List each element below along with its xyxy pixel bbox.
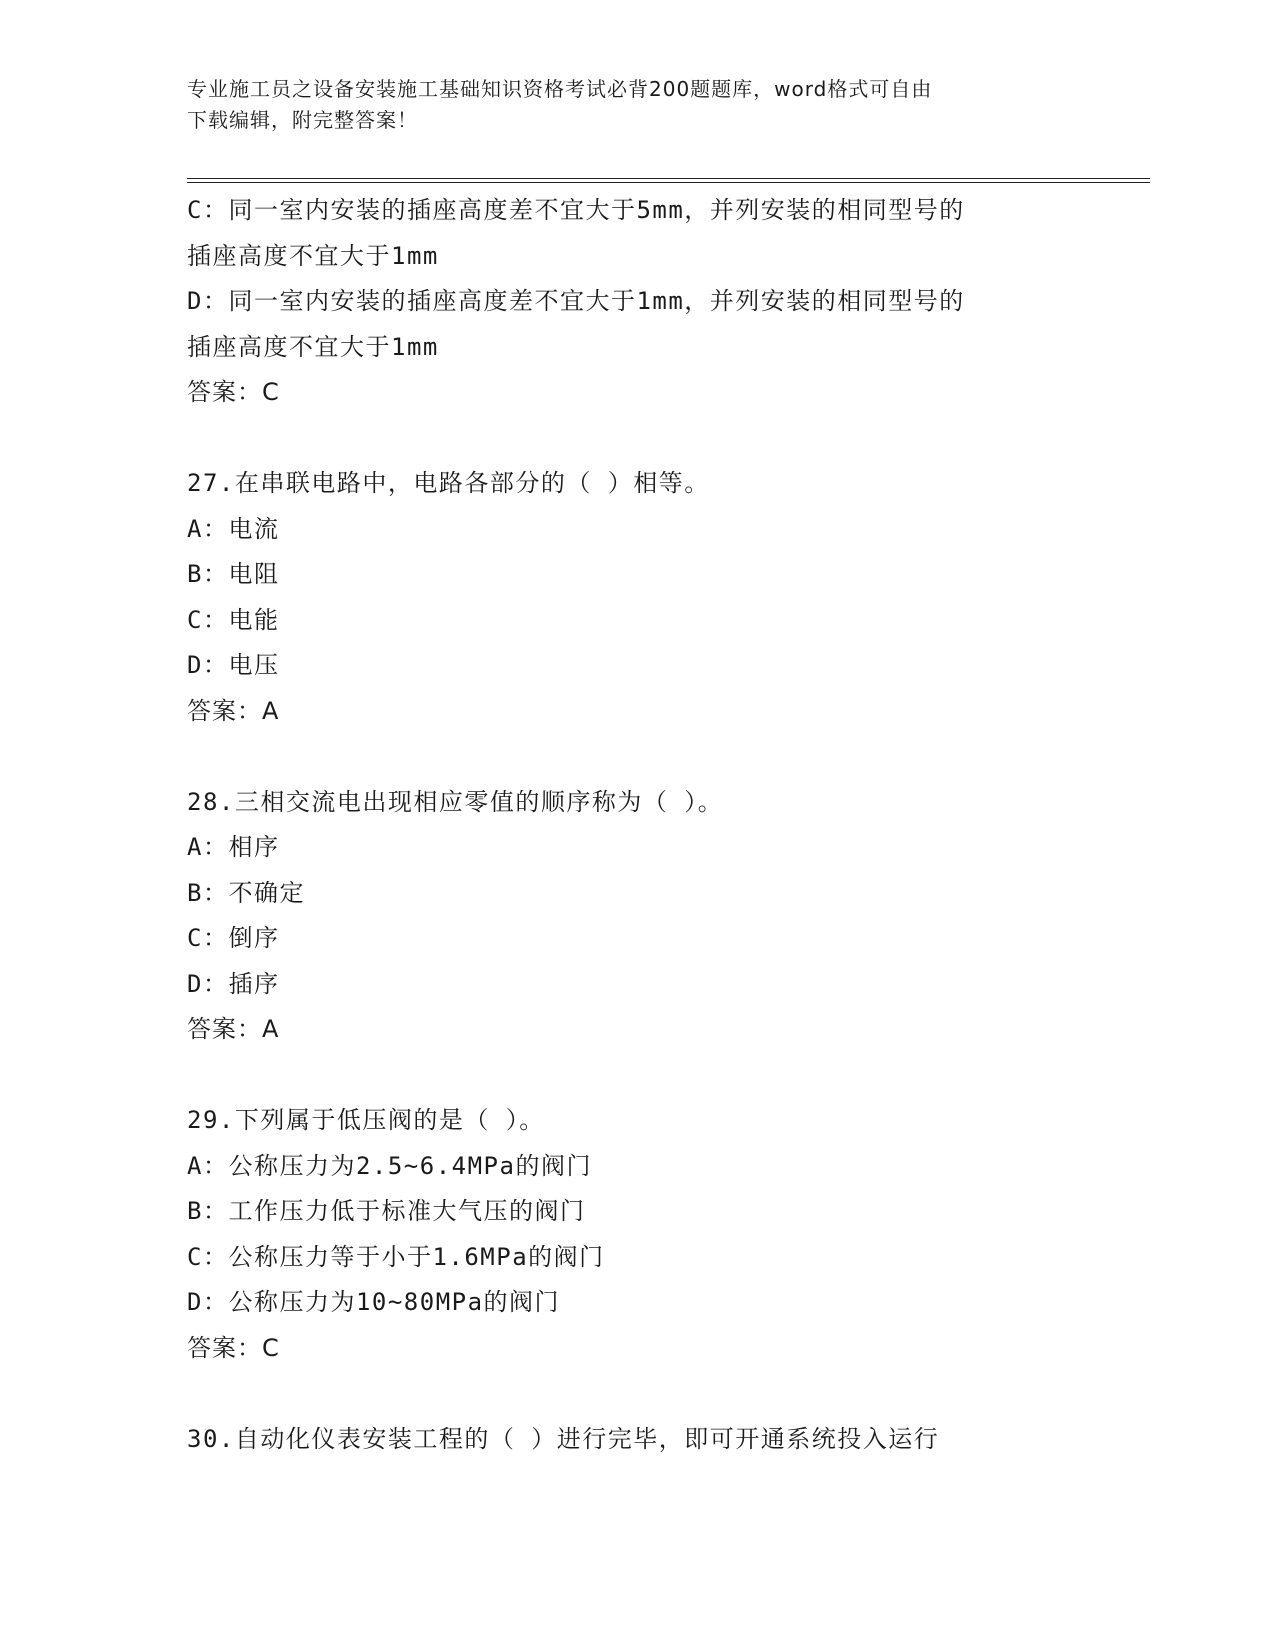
answer: 答案：C xyxy=(187,378,280,406)
spacer xyxy=(187,1371,1087,1417)
header-divider-bottom xyxy=(187,182,1150,183)
spacer xyxy=(187,1053,1087,1099)
option-d-line-2: 插座高度不宜大于1mm xyxy=(187,332,439,361)
question-stem: 28.三相交流电出现相应零值的顺序称为（ ）。 xyxy=(187,787,724,816)
option-c: C：倒序 xyxy=(187,924,280,952)
option-d: D：公称压力为10~80MPa的阀门 xyxy=(187,1288,561,1316)
document-header xyxy=(187,74,1067,136)
option-a: A：电流 xyxy=(187,514,280,543)
answer: 答案：A xyxy=(187,1015,280,1043)
answer: 答案：C xyxy=(187,1333,280,1362)
option-b: B：不确定 xyxy=(187,878,305,907)
option-d-line-1: D：同一室内安装的插座高度差不宜大于1mm，并列安装的相同型号的 xyxy=(187,287,965,315)
question-30 xyxy=(187,1417,1087,1463)
option-c-line-2: 插座高度不宜大于1mm xyxy=(187,241,439,270)
option-c: C：电能 xyxy=(187,605,280,634)
option-a: A：公称压力为2.5~6.4MPa的阀门 xyxy=(187,1151,592,1180)
answer: 答案：A xyxy=(187,696,280,725)
question-28 xyxy=(187,780,1087,1053)
header-line-1: 专业施工员之设备安装施工基础知识资格考试必背200题题库，word格式可自由 xyxy=(187,77,933,101)
option-c-line-1: C：同一室内安装的插座高度差不宜大于5mm，并列安装的相同型号的 xyxy=(187,196,965,224)
question-27 xyxy=(187,461,1087,734)
question-list xyxy=(187,188,1087,1462)
header-divider-top xyxy=(187,178,1150,179)
question-26-continued xyxy=(187,188,1087,416)
spacer xyxy=(187,416,1087,462)
header-line-2: 下载编辑，附完整答案！ xyxy=(187,108,418,132)
option-a: A：相序 xyxy=(187,833,280,861)
option-b: B：工作压力低于标准大气压的阀门 xyxy=(187,1197,586,1225)
option-d: D：插序 xyxy=(187,969,280,998)
question-stem: 29.下列属于低压阀的是（ ）。 xyxy=(187,1106,545,1134)
question-stem: 30.自动化仪表安装工程的（ ）进行完毕，即可开通系统投入运行 xyxy=(187,1424,940,1453)
option-c: C：公称压力等于小于1.6MPa的阀门 xyxy=(187,1242,605,1271)
option-b: B：电阻 xyxy=(187,560,280,588)
option-d: D：电压 xyxy=(187,651,280,679)
question-stem: 27.在串联电路中，电路各部分的（ ）相等。 xyxy=(187,469,710,497)
spacer xyxy=(187,734,1087,780)
question-29 xyxy=(187,1098,1087,1371)
